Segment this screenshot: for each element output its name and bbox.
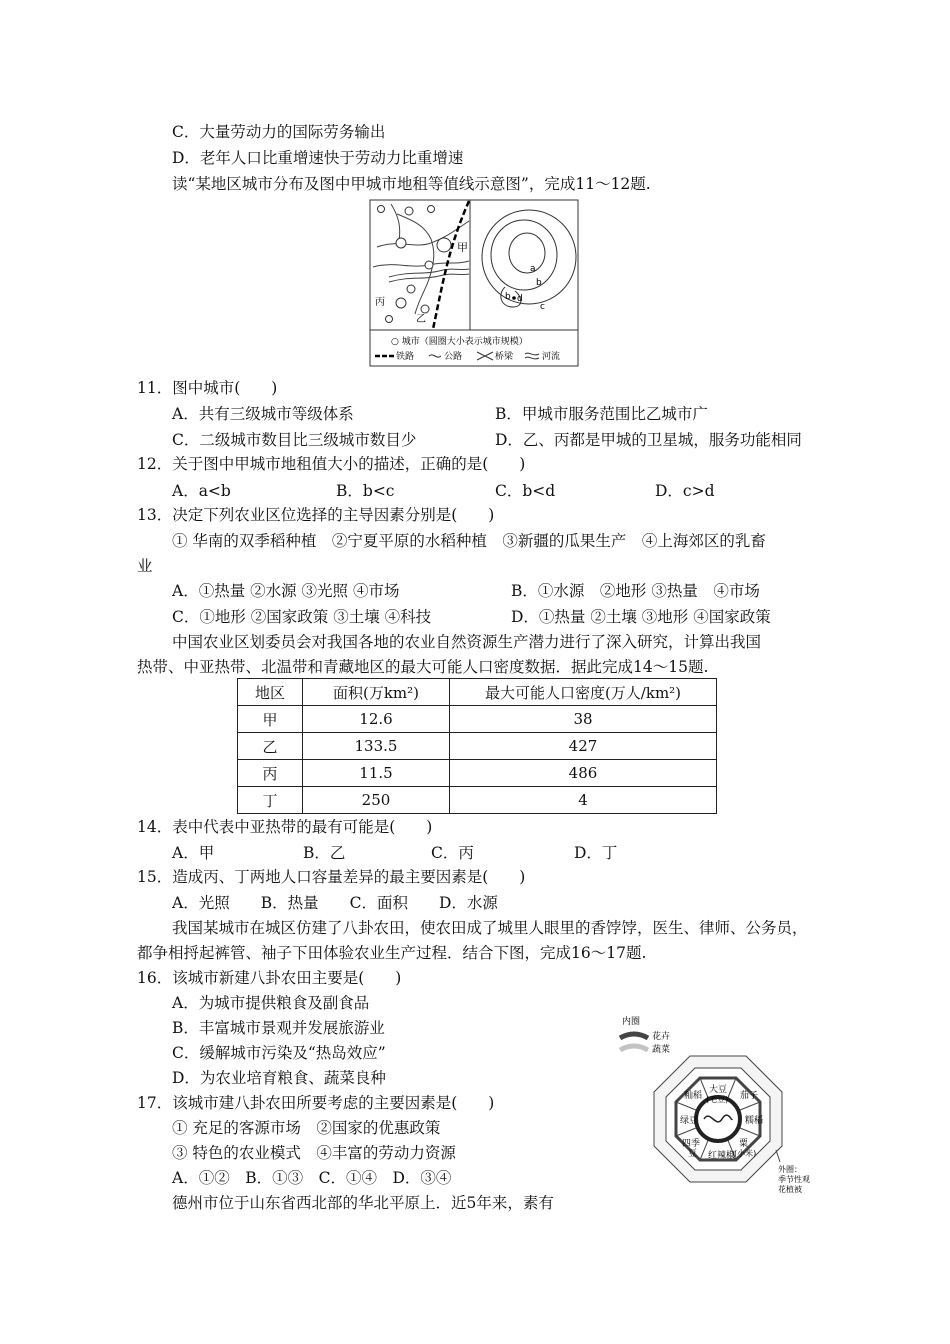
paragraph-bagua-2: 都争相捋起裤管、袖子下田体验农业生产过程．结合下图，完成16～17题. [137, 944, 647, 962]
table-cell: 4 [450, 787, 717, 814]
q13-statements: ① 华南的双季稻种植 ②宁夏平原的水稻种植 ③新疆的瓜果生产 ④上海郊区的乳畜 [172, 532, 766, 550]
q17-statements-1: ① 充足的客源市场 ②国家的优惠政策 [172, 1119, 441, 1137]
city-distribution-map [369, 199, 579, 367]
point-a-label: a [530, 264, 536, 274]
q14-option-b: B．乙 [303, 844, 346, 862]
table-row [238, 760, 717, 787]
header-density: 最大可能人口密度(万人/km²) [450, 679, 717, 706]
q13-option-a: A．①热量 ②水源 ③光照 ④市场 [172, 582, 400, 600]
crop-sijidou-1: 四季 [682, 1139, 701, 1149]
table-cell: 12.6 [303, 706, 450, 733]
table-cell: 250 [303, 787, 450, 814]
population-density-table [237, 678, 717, 814]
crop-lvdou: 绿豆 [680, 1116, 699, 1126]
table-row [238, 706, 717, 733]
question-16: 16．该城市新建八卦农田主要是( ) [137, 969, 402, 987]
header-area: 面积(万km²) [303, 679, 450, 706]
table-cell: 11.5 [303, 760, 450, 787]
outer-ring-label-3: 花植被 [778, 1185, 802, 1194]
legend-flower: 花卉 [652, 1032, 671, 1042]
table-cell: 甲 [238, 706, 303, 733]
q17-options: A．①② B．①③ C．①④ D．③④ [172, 1169, 452, 1187]
q13-option-d: D．①热量 ②土壤 ③地形 ④国家政策 [511, 608, 771, 626]
city-bing-label: 丙 [375, 297, 385, 308]
q13-statements-cont: 业 [137, 557, 153, 575]
q11-option-a: A．共有三级城市等级体系 [172, 405, 354, 423]
q16-option-c: C．缓解城市污染及“热岛效应” [172, 1044, 386, 1062]
crop-maodou: (毛豆) [706, 1095, 729, 1104]
question-13: 13．决定下列农业区位选择的主导因素分别是( ) [137, 506, 495, 524]
q11-option-c: C．二级城市数目比三级城市数目少 [172, 431, 417, 449]
q11-option-d: D．乙、丙都是甲城的卫星城，服务功能相同 [495, 431, 802, 449]
point-b2-label: b [505, 292, 511, 302]
paragraph-agri-zoning-1: 中国农业区划委员会对我国各地的农业自然资源生产潜力进行了深入研究，计算出我国 [172, 633, 762, 651]
crop-lajiao: 红辣椒 [708, 1151, 736, 1161]
q16-option-b: B．丰富城市景观并发展旅游业 [172, 1019, 385, 1037]
crop-dadou: 大豆 [709, 1085, 728, 1095]
q14-option-a: A．甲 [172, 844, 215, 862]
q13-option-b: B．①水源 ②地形 ③热量 ④市场 [511, 582, 760, 600]
point-d-label: d [517, 294, 523, 304]
legend-inner-ring: 内圈 [622, 1017, 641, 1027]
city-yi-label: 乙 [416, 314, 426, 325]
option-c-labor-export: C．大量劳动力的国际劳务输出 [172, 123, 386, 141]
paragraph-agri-zoning-2: 热带、中亚热带、北温带和青藏地区的最大可能人口密度数据．据此完成14～15题. [137, 658, 709, 676]
legend-city: ○ 城市（圆圈大小表示城市规模） [391, 337, 528, 347]
outer-ring-label-1: 外圈： [778, 1165, 802, 1174]
q11-option-b: B．甲城市服务范围比乙城市广 [495, 405, 708, 423]
table-row [238, 787, 717, 814]
question-15: 15．造成丙、丁两地人口容量差异的最主要因素是( ) [137, 868, 526, 886]
paragraph-bagua-1: 我国某城市在城区仿建了八卦农田，使农田成了城里人眼里的香饽饽，医生、律师、公务员， [172, 919, 808, 937]
q12-option-d: D．c>d [655, 482, 715, 500]
crop-xiaomi: (小米) [734, 1149, 757, 1158]
option-d-aging: D．老年人口比重增速快于劳动力比重增速 [172, 149, 464, 167]
outer-ring-label-2: 季节性观 [778, 1175, 810, 1184]
q17-statements-2: ③ 特色的农业模式 ④丰富的劳动力资源 [172, 1144, 456, 1162]
legend-river: 河流 [542, 352, 561, 362]
table-cell: 丙 [238, 760, 303, 787]
q15-options: A．光照 B．热量 C．面积 D．水源 [172, 894, 498, 912]
table-cell: 38 [450, 706, 717, 733]
table-cell: 乙 [238, 733, 303, 760]
q14-option-c: C．丙 [431, 844, 474, 862]
q14-option-d: D．丁 [574, 844, 618, 862]
legend-bridge: 桥梁 [495, 352, 514, 362]
q16-option-d: D．为农业培育粮食、蔬菜良种 [172, 1069, 386, 1087]
paragraph-dezhou: 德州市位于山东省西北部的华北平原上．近5年来，素有 [172, 1194, 554, 1212]
q16-option-a: A．为城市提供粮食及副食品 [172, 994, 370, 1012]
crop-sijidou-2: 豆 [688, 1149, 698, 1159]
question-12: 12．关于图中甲城市地租值大小的描述，正确的是( ) [137, 455, 526, 473]
header-region: 地区 [238, 679, 303, 706]
question-11: 11．图中城市( ) [137, 379, 278, 397]
table-cell: 427 [450, 733, 717, 760]
reading-intro-11-12: 读“某地区城市分布及图中甲城市地租等值线示意图”，完成11～12题. [172, 175, 651, 193]
crop-nuodao: 糯稻 [745, 1116, 764, 1126]
legend-road: 公路 [444, 352, 463, 362]
question-17: 17．该城市建八卦农田所要考虑的主要因素是( ) [137, 1094, 495, 1112]
table-cell: 丁 [238, 787, 303, 814]
table-cell: 133.5 [303, 733, 450, 760]
q12-option-a: A．a<b [172, 482, 231, 500]
q12-option-b: B．b<c [336, 482, 395, 500]
point-b-label: b [536, 278, 542, 288]
table-row [238, 733, 717, 760]
table-header-row [238, 679, 717, 706]
crop-qiezi: 茄子 [740, 1091, 759, 1101]
question-14: 14．表中代表中亚热带的最有可能是( ) [137, 818, 433, 836]
point-c-label: c [540, 302, 545, 312]
city-jia-label: 甲 [457, 241, 468, 254]
legend-vegetables: 蔬菜 [652, 1045, 671, 1055]
q13-option-c: C．①地形 ②国家政策 ③土壤 ④科技 [172, 608, 432, 626]
legend-rail: 铁路 [396, 352, 415, 362]
table-cell: 486 [450, 760, 717, 787]
bagua-farmland-diagram [612, 1012, 832, 1198]
q12-option-c: C．b<d [495, 482, 556, 500]
crop-su: 粟 [739, 1139, 749, 1149]
crop-geng: 籼稻 [684, 1091, 703, 1101]
